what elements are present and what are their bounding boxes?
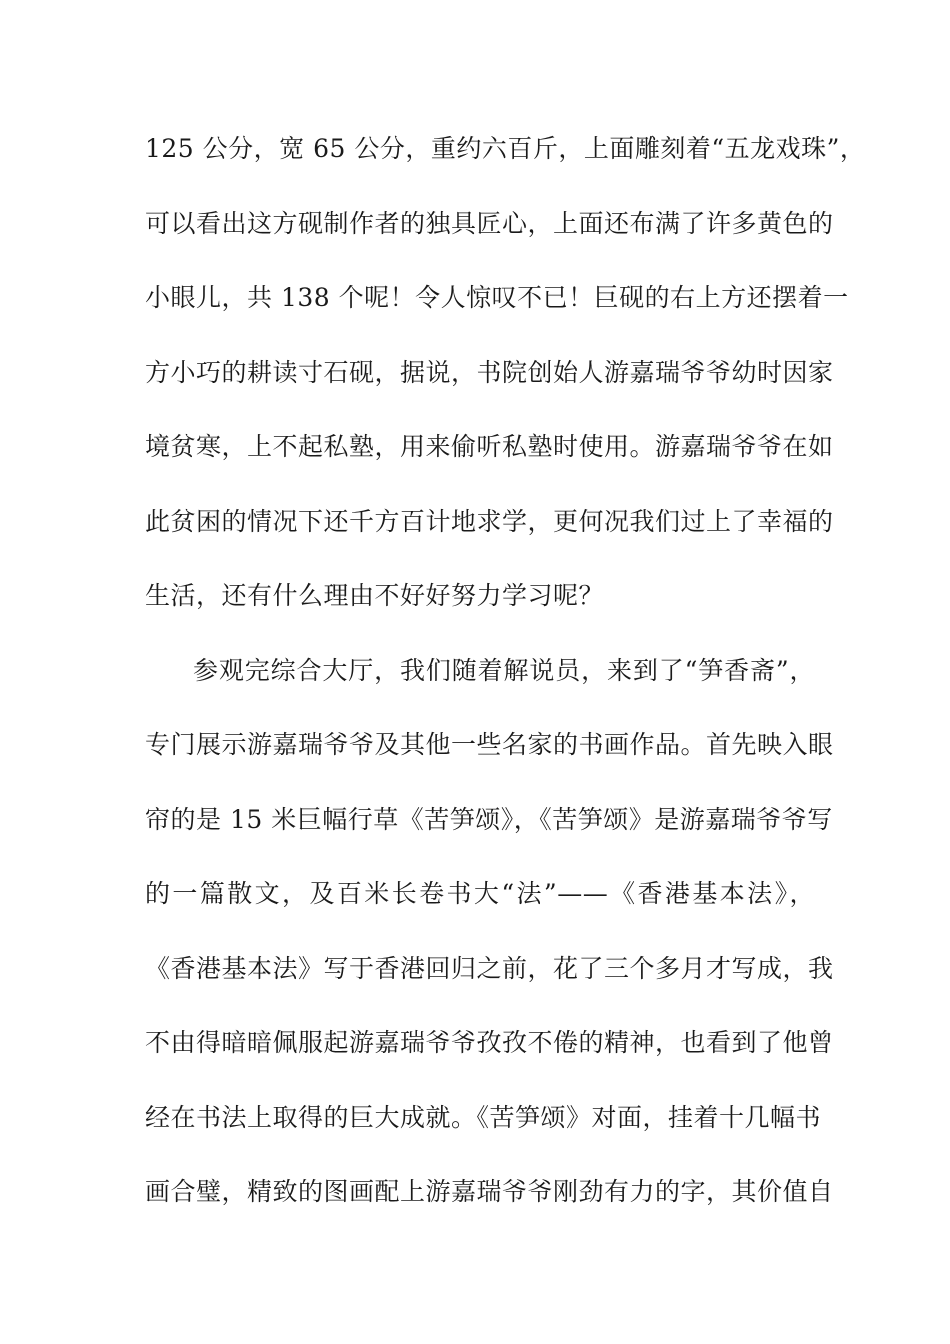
text-line: 125 公分，宽 65 公分，重约六百斤，上面雕刻着“五龙戏珠”， bbox=[145, 134, 866, 163]
text-line: 此贫困的情况下还千方百计地求学，更何况我们过上了幸福的 bbox=[145, 506, 834, 536]
text-line: 方小巧的耕读寸石砚，据说，书院创始人游嘉瑞爷爷幼时因家 bbox=[145, 357, 834, 387]
text-line: 帘的是 15 米巨幅行草《苦笋颂》，《苦笋颂》是游嘉瑞爷爷写 bbox=[145, 804, 833, 834]
text-line: 小眼儿，共 138 个呢！令人惊叹不已！巨砚的右上方还摆着一 bbox=[145, 283, 849, 312]
body-text bbox=[145, 127, 866, 1245]
paragraph-first-line: 参观完综合大厅，我们随着解说员，来到了“笋香斋”， bbox=[193, 655, 815, 685]
text-line: 不由得暗暗佩服起游嘉瑞爷爷孜孜不倦的精神，也看到了他曾 bbox=[145, 1028, 834, 1057]
text-line: 的一篇散文，及百米长卷书大“法”——《香港基本法》， bbox=[145, 879, 815, 908]
text-line: 境贫寒，上不起私塾，用来偷听私塾时使用。游嘉瑞爷爷在如 bbox=[145, 432, 834, 461]
text-line: 生活，还有什么理由不好好努力学习呢？ bbox=[145, 581, 605, 610]
text-line: 经在书法上取得的巨大成就。《苦笋颂》对面，挂着十几幅书 bbox=[145, 1102, 822, 1132]
text-line: 可以看出这方砚制作者的独具匠心，上面还布满了许多黄色的 bbox=[145, 208, 834, 238]
text-line: 画合璧，精致的图画配上游嘉瑞爷爷刚劲有力的字，其价值自 bbox=[145, 1177, 834, 1206]
text-line: 《香港基本法》写于香港回归之前，花了三个多月才写成，我 bbox=[145, 953, 834, 983]
text-line: 专门展示游嘉瑞爷爷及其他一些名家的书画作品。首先映入眼 bbox=[145, 730, 834, 759]
